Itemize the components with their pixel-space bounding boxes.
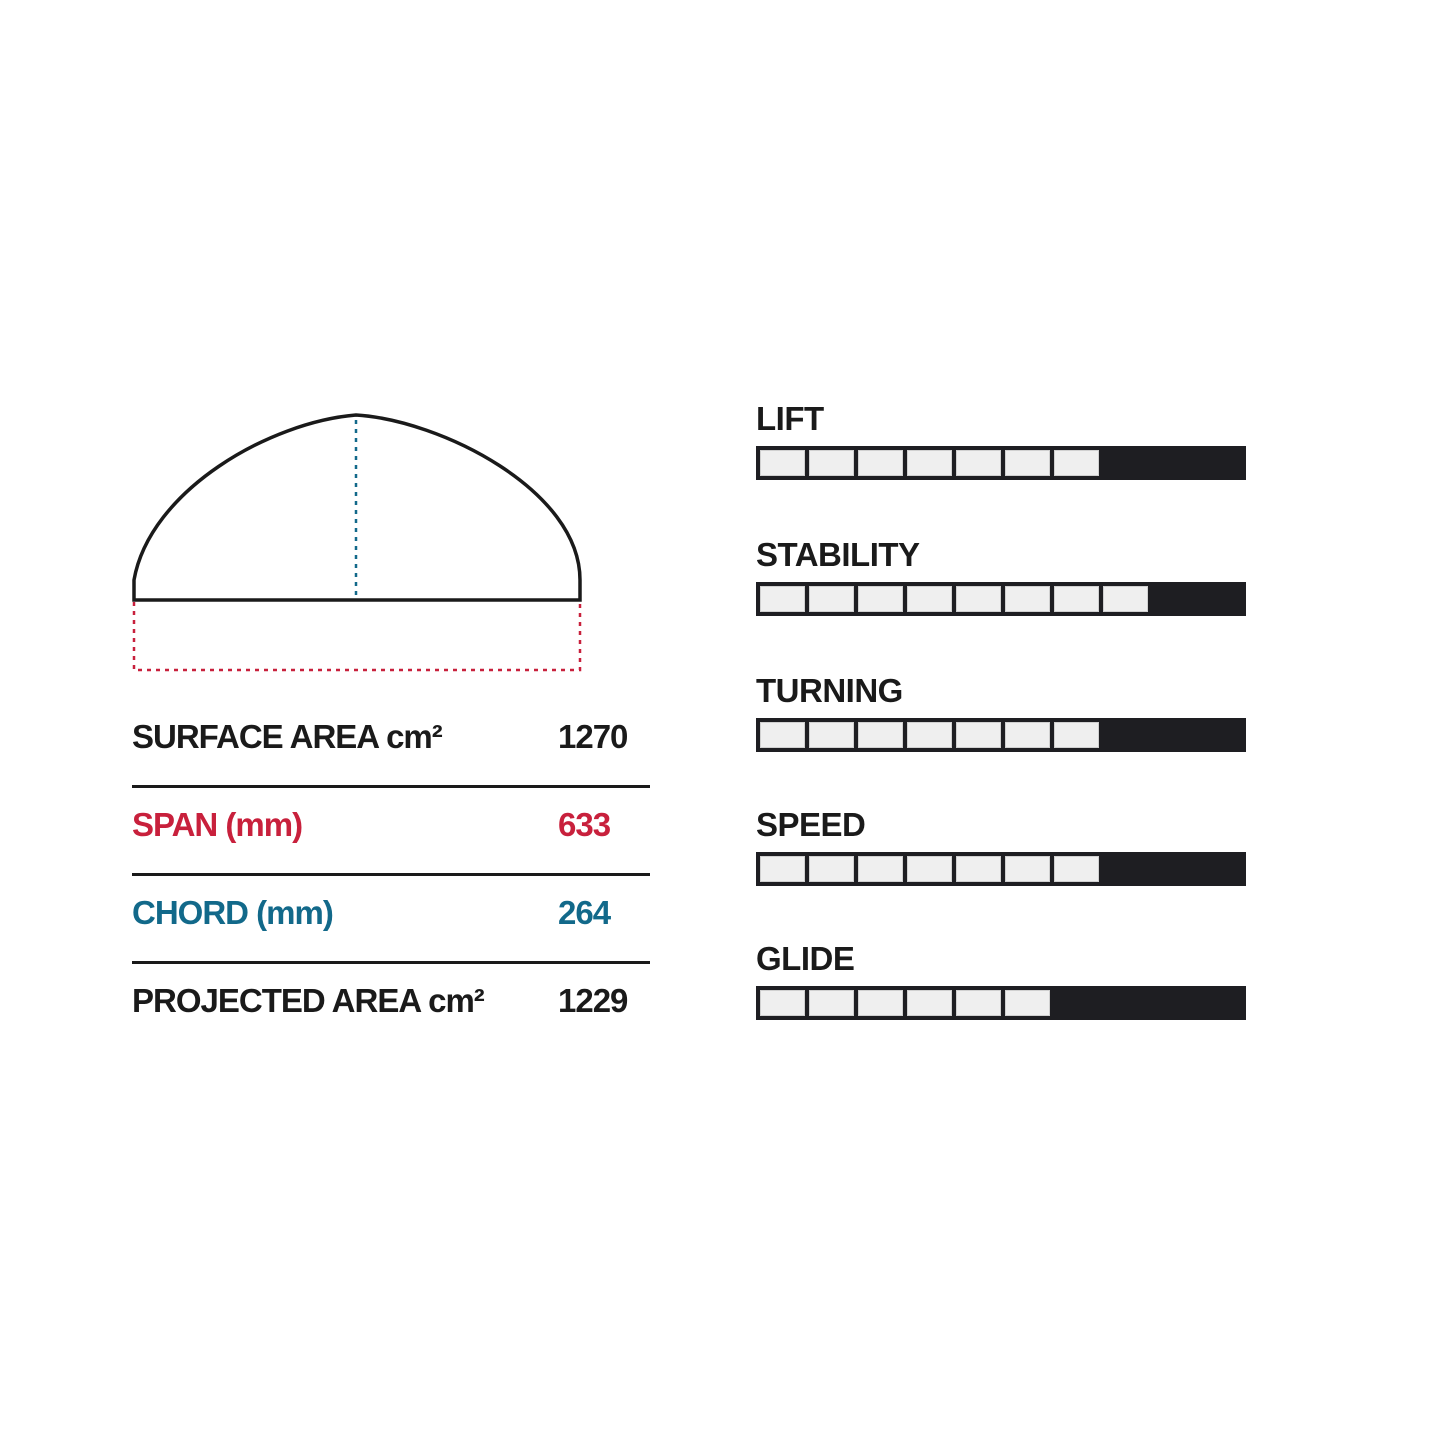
spec-row-surface-area [132, 700, 650, 788]
wing-outline [134, 415, 580, 600]
wing-outline-diagram [0, 0, 700, 700]
span-value: 633 [558, 806, 611, 843]
rating-bar [756, 582, 1246, 616]
rating-segment [1054, 856, 1099, 882]
spec-row-chord [132, 876, 650, 964]
rating-segment [809, 856, 854, 882]
rating-bar [756, 446, 1246, 480]
rating-segment [858, 856, 903, 882]
rating-segment [760, 586, 805, 612]
rating-segment [907, 990, 952, 1016]
rating-segment [956, 450, 1001, 476]
span-dimension-line [134, 602, 580, 670]
rating-segment [1005, 990, 1050, 1016]
rating-segment [907, 450, 952, 476]
rating-label: SPEED [756, 806, 866, 843]
rating-segment [858, 450, 903, 476]
rating-bar [756, 718, 1246, 752]
rating-segment [809, 586, 854, 612]
rating-label: TURNING [756, 672, 903, 709]
chord-value: 264 [558, 894, 611, 931]
rating-label: LIFT [756, 400, 824, 437]
rating-segment [858, 722, 903, 748]
spec-table [132, 700, 650, 1052]
rating-segment [1005, 722, 1050, 748]
rating-segment [760, 722, 805, 748]
rating-bar [756, 852, 1246, 886]
rating-label: GLIDE [756, 940, 855, 977]
rating-segment [1005, 450, 1050, 476]
rating-segment [1054, 450, 1099, 476]
rating-bar [756, 986, 1246, 1020]
rating-segment [956, 722, 1001, 748]
rating-segment [907, 586, 952, 612]
rating-segment [956, 990, 1001, 1016]
rating-segment [1054, 586, 1099, 612]
rating-segment [1103, 586, 1148, 612]
rating-segment [1054, 722, 1099, 748]
rating-segment [907, 856, 952, 882]
surface-area-value: 1270 [558, 718, 628, 755]
rating-segment [1005, 586, 1050, 612]
rating-segment [809, 990, 854, 1016]
rating-label: STABILITY [756, 536, 920, 573]
chord-label: CHORD (mm) [132, 894, 333, 931]
spec-row-span [132, 788, 650, 876]
rating-segment [760, 856, 805, 882]
rating-segment [760, 990, 805, 1016]
rating-segment [1005, 856, 1050, 882]
rating-segment [907, 722, 952, 748]
rating-segment [809, 722, 854, 748]
rating-segment [858, 586, 903, 612]
surface-area-label: SURFACE AREA cm² [132, 718, 442, 755]
rating-segment [760, 450, 805, 476]
span-label: SPAN (mm) [132, 806, 303, 843]
rating-segment [956, 586, 1001, 612]
projected-area-value: 1229 [558, 982, 628, 1019]
rating-segment [858, 990, 903, 1016]
spec-row-projected-area [132, 964, 650, 1052]
projected-area-label: PROJECTED AREA cm² [132, 982, 484, 1019]
rating-segment [956, 856, 1001, 882]
rating-segment [809, 450, 854, 476]
